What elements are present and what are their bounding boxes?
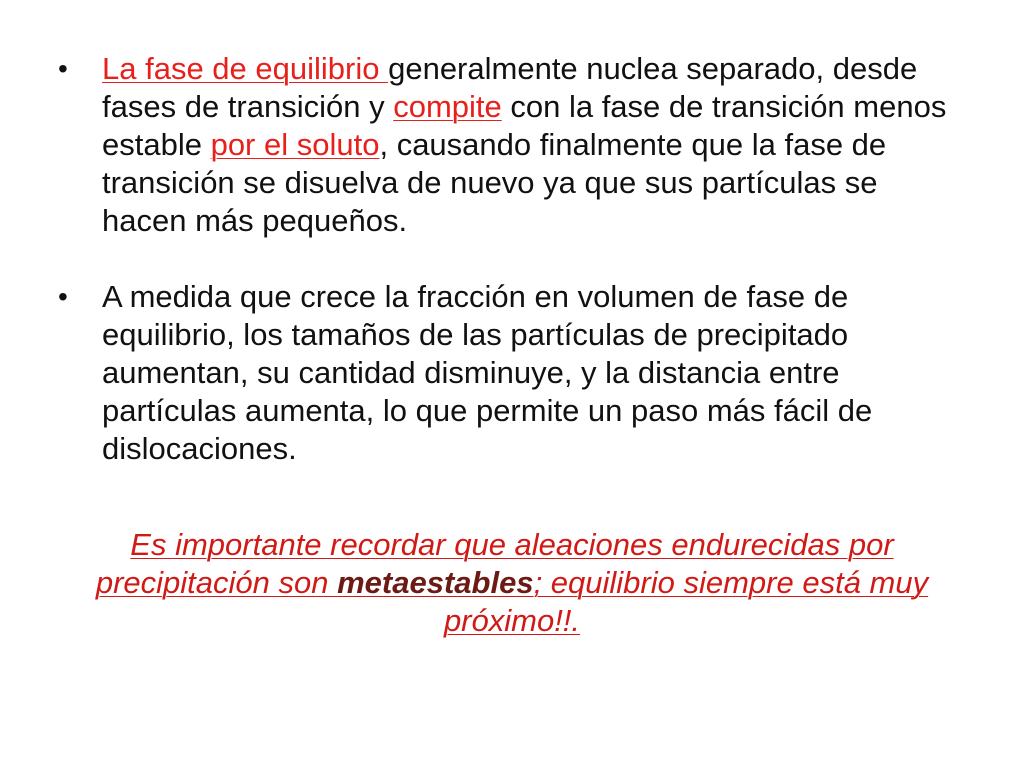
- note-emphasis: metaestables: [337, 565, 534, 600]
- bullet-item-volume-fraction: [58, 278, 958, 468]
- bullet-icon: •: [58, 281, 68, 312]
- note-text: Es importante recordar que aleaciones endurecidas por precipitación son: [95, 527, 894, 600]
- bullet-text: A medida que crece la fracción en volumen de fase de equilibrio, los tamaños de las partículas de precipitado aumentan, su cantidad disminuye, y la distancia entre partículas aumenta, lo que permite un paso más fácil de dislocaciones.: [102, 279, 873, 466]
- important-note: [60, 526, 964, 640]
- highlight-phrase: compite: [393, 89, 502, 124]
- bullet-icon: •: [58, 53, 68, 84]
- bullet-text: generalmente nuclea separado, desde fases de transición y: [102, 51, 918, 124]
- highlight-phrase: por el soluto: [210, 127, 380, 162]
- bullet-list: [58, 50, 958, 506]
- bullet-text: , causando finalmente que la fase de transición se disuelva de nuevo ya que sus partículas se hacen más pequeños.: [102, 127, 887, 238]
- highlight-phrase: La fase de equilibrio: [102, 51, 389, 86]
- note-text: ; equilibrio siempre está muy próximo!!.: [443, 565, 929, 638]
- bullet-text: con la fase de transición menos estable: [102, 89, 947, 162]
- bullet-item-equilibrium-phase: [58, 50, 958, 240]
